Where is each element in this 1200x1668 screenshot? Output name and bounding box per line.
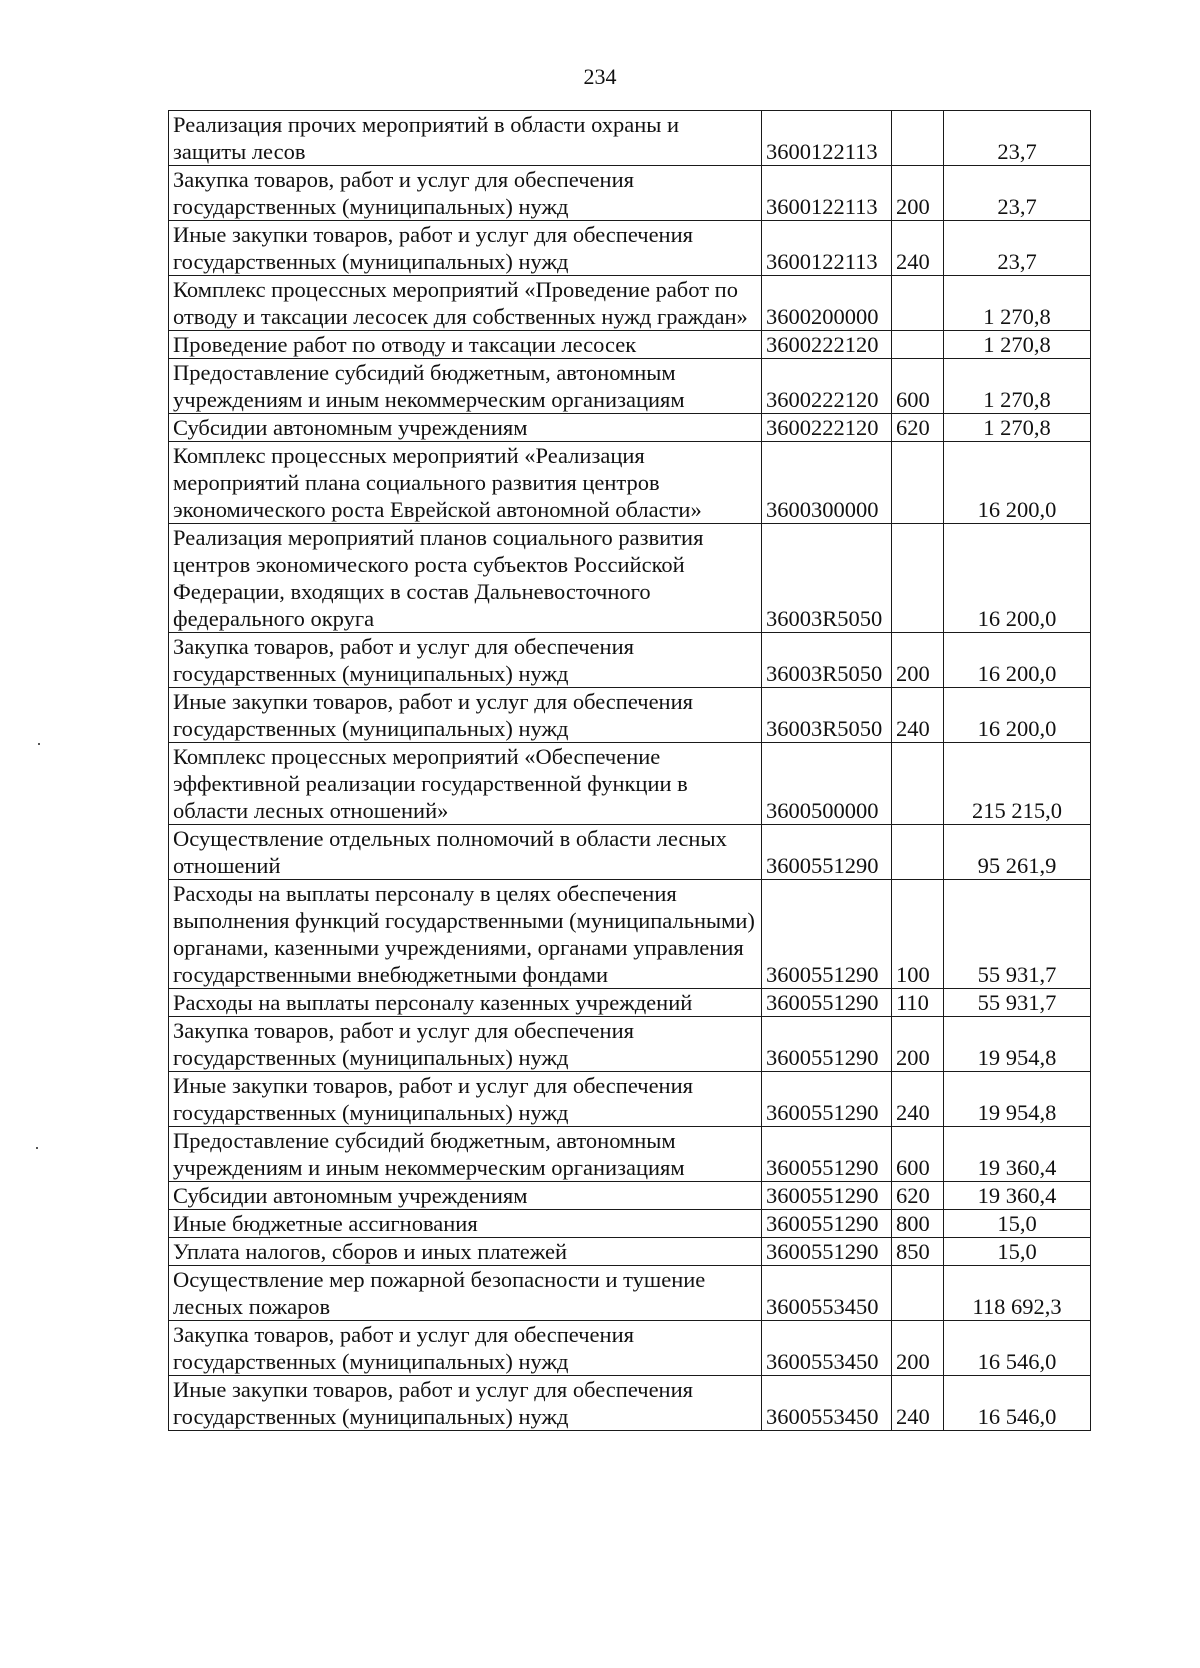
amount-cell: 23,7 <box>944 111 1091 166</box>
table-row <box>169 633 1091 688</box>
target-article-code-cell: 3600200000 <box>762 276 892 331</box>
expense-type-code-cell: 620 <box>892 1182 944 1210</box>
expense-name-cell: Закупка товаров, работ и услуг для обеспечения государственных (муниципальных) нужд <box>169 633 762 688</box>
amount-cell: 16 200,0 <box>944 524 1091 633</box>
table-row <box>169 111 1091 166</box>
page-number: 234 <box>583 64 617 89</box>
table-row <box>169 1072 1091 1127</box>
expense-type-code-cell: 620 <box>892 414 944 442</box>
target-article-code-cell: 36003R5050 <box>762 688 892 743</box>
amount-cell: 19 954,8 <box>944 1072 1091 1127</box>
target-article-code-cell: 3600551290 <box>762 1017 892 1072</box>
scan-speck <box>36 1147 38 1149</box>
expense-type-code-cell <box>892 276 944 331</box>
table-row <box>169 524 1091 633</box>
amount-cell: 95 261,9 <box>944 825 1091 880</box>
target-article-code-cell: 3600553450 <box>762 1266 892 1321</box>
expense-name-cell: Расходы на выплаты персоналу в целях обеспечения выполнения функций государственными (муниципальными) органами, казенными учреждениями, органами управления государственными внебюджетными фондами <box>169 880 762 989</box>
target-article-code-cell: 3600222120 <box>762 414 892 442</box>
table-row <box>169 442 1091 524</box>
amount-cell: 1 270,8 <box>944 276 1091 331</box>
amount-cell: 1 270,8 <box>944 331 1091 359</box>
amount-cell: 16 200,0 <box>944 688 1091 743</box>
table-row <box>169 688 1091 743</box>
amount-cell: 16 546,0 <box>944 1376 1091 1431</box>
target-article-code-cell: 3600551290 <box>762 1127 892 1182</box>
target-article-code-cell: 3600222120 <box>762 359 892 414</box>
expense-type-code-cell: 110 <box>892 989 944 1017</box>
expense-name-cell: Комплекс процессных мероприятий «Обеспечение эффективной реализации государственной функции в области лесных отношений» <box>169 743 762 825</box>
expense-name-cell: Иные закупки товаров, работ и услуг для обеспечения государственных (муниципальных) нужд <box>169 1072 762 1127</box>
expense-type-code-cell: 200 <box>892 1017 944 1072</box>
expense-type-code-cell: 240 <box>892 688 944 743</box>
amount-cell: 15,0 <box>944 1238 1091 1266</box>
expense-name-cell: Предоставление субсидий бюджетным, автономным учреждениям и иным некоммерческим организациям <box>169 1127 762 1182</box>
expense-type-code-cell: 100 <box>892 880 944 989</box>
expense-name-cell: Реализация мероприятий планов социального развития центров экономического роста субъектов Российской Федерации, входящих в состав Дальневосточного федерального округа <box>169 524 762 633</box>
scan-speck <box>38 743 40 745</box>
target-article-code-cell: 3600500000 <box>762 743 892 825</box>
amount-cell: 118 692,3 <box>944 1266 1091 1321</box>
target-article-code-cell: 3600222120 <box>762 331 892 359</box>
expense-name-cell: Осуществление отдельных полномочий в области лесных отношений <box>169 825 762 880</box>
expense-type-code-cell: 240 <box>892 1376 944 1431</box>
expense-type-code-cell <box>892 743 944 825</box>
expense-type-code-cell <box>892 825 944 880</box>
expense-type-code-cell <box>892 111 944 166</box>
target-article-code-cell: 3600551290 <box>762 825 892 880</box>
target-article-code-cell: 3600551290 <box>762 880 892 989</box>
table-row <box>169 1017 1091 1072</box>
target-article-code-cell: 3600551290 <box>762 1182 892 1210</box>
budget-table <box>168 110 1091 1431</box>
table-row <box>169 743 1091 825</box>
target-article-code-cell: 3600300000 <box>762 442 892 524</box>
expense-name-cell: Расходы на выплаты персоналу казенных учреждений <box>169 989 762 1017</box>
table-row <box>169 221 1091 276</box>
expense-name-cell: Иные закупки товаров, работ и услуг для обеспечения государственных (муниципальных) нужд <box>169 688 762 743</box>
amount-cell: 1 270,8 <box>944 414 1091 442</box>
expense-type-code-cell <box>892 1266 944 1321</box>
amount-cell: 23,7 <box>944 221 1091 276</box>
amount-cell: 55 931,7 <box>944 880 1091 989</box>
table-row <box>169 359 1091 414</box>
amount-cell: 16 200,0 <box>944 442 1091 524</box>
expense-type-code-cell: 600 <box>892 1127 944 1182</box>
target-article-code-cell: 36003R5050 <box>762 524 892 633</box>
amount-cell: 19 360,4 <box>944 1127 1091 1182</box>
target-article-code-cell: 3600551290 <box>762 1210 892 1238</box>
target-article-code-cell: 3600551290 <box>762 989 892 1017</box>
target-article-code-cell: 3600551290 <box>762 1238 892 1266</box>
table-row <box>169 989 1091 1017</box>
table-row <box>169 276 1091 331</box>
table-row <box>169 331 1091 359</box>
expense-type-code-cell: 200 <box>892 633 944 688</box>
expense-type-code-cell <box>892 331 944 359</box>
expense-type-code-cell: 600 <box>892 359 944 414</box>
expense-type-code-cell: 240 <box>892 1072 944 1127</box>
expense-name-cell: Иные закупки товаров, работ и услуг для обеспечения государственных (муниципальных) нужд <box>169 1376 762 1431</box>
expense-name-cell: Комплекс процессных мероприятий «Реализация мероприятий плана социального развития центров экономического роста Еврейской автономной области» <box>169 442 762 524</box>
table-row <box>169 1266 1091 1321</box>
target-article-code-cell: 3600122113 <box>762 111 892 166</box>
target-article-code-cell: 3600551290 <box>762 1072 892 1127</box>
expense-name-cell: Реализация прочих мероприятий в области охраны и защиты лесов <box>169 111 762 166</box>
amount-cell: 19 360,4 <box>944 1182 1091 1210</box>
amount-cell: 23,7 <box>944 166 1091 221</box>
expense-type-code-cell <box>892 442 944 524</box>
amount-cell: 19 954,8 <box>944 1017 1091 1072</box>
expense-name-cell: Иные бюджетные ассигнования <box>169 1210 762 1238</box>
expense-type-code-cell: 850 <box>892 1238 944 1266</box>
table-row <box>169 1210 1091 1238</box>
expense-type-code-cell <box>892 524 944 633</box>
amount-cell: 215 215,0 <box>944 743 1091 825</box>
expense-name-cell: Иные закупки товаров, работ и услуг для обеспечения государственных (муниципальных) нужд <box>169 221 762 276</box>
expense-name-cell: Закупка товаров, работ и услуг для обеспечения государственных (муниципальных) нужд <box>169 166 762 221</box>
table-row <box>169 1376 1091 1431</box>
table-row <box>169 166 1091 221</box>
target-article-code-cell: 3600553450 <box>762 1376 892 1431</box>
table-row <box>169 1182 1091 1210</box>
target-article-code-cell: 3600122113 <box>762 166 892 221</box>
expense-name-cell: Субсидии автономным учреждениям <box>169 1182 762 1210</box>
expense-name-cell: Проведение работ по отводу и таксации лесосек <box>169 331 762 359</box>
expense-name-cell: Закупка товаров, работ и услуг для обеспечения государственных (муниципальных) нужд <box>169 1321 762 1376</box>
expense-type-code-cell: 800 <box>892 1210 944 1238</box>
amount-cell: 1 270,8 <box>944 359 1091 414</box>
expense-name-cell: Субсидии автономным учреждениям <box>169 414 762 442</box>
expense-name-cell: Уплата налогов, сборов и иных платежей <box>169 1238 762 1266</box>
table-row <box>169 880 1091 989</box>
amount-cell: 16 200,0 <box>944 633 1091 688</box>
expense-name-cell: Закупка товаров, работ и услуг для обеспечения государственных (муниципальных) нужд <box>169 1017 762 1072</box>
expense-type-code-cell: 200 <box>892 1321 944 1376</box>
target-article-code-cell: 36003R5050 <box>762 633 892 688</box>
table-body <box>169 111 1091 1431</box>
table-row <box>169 825 1091 880</box>
expense-type-code-cell: 240 <box>892 221 944 276</box>
expense-name-cell: Предоставление субсидий бюджетным, автономным учреждениям и иным некоммерческим организациям <box>169 359 762 414</box>
table-row <box>169 414 1091 442</box>
amount-cell: 16 546,0 <box>944 1321 1091 1376</box>
expense-name-cell: Комплекс процессных мероприятий «Проведение работ по отводу и таксации лесосек для собственных нужд граждан» <box>169 276 762 331</box>
expense-name-cell: Осуществление мер пожарной безопасности и тушение лесных пожаров <box>169 1266 762 1321</box>
expense-type-code-cell: 200 <box>892 166 944 221</box>
target-article-code-cell: 3600553450 <box>762 1321 892 1376</box>
amount-cell: 55 931,7 <box>944 989 1091 1017</box>
table-row <box>169 1127 1091 1182</box>
table-row <box>169 1321 1091 1376</box>
target-article-code-cell: 3600122113 <box>762 221 892 276</box>
amount-cell: 15,0 <box>944 1210 1091 1238</box>
table-row <box>169 1238 1091 1266</box>
